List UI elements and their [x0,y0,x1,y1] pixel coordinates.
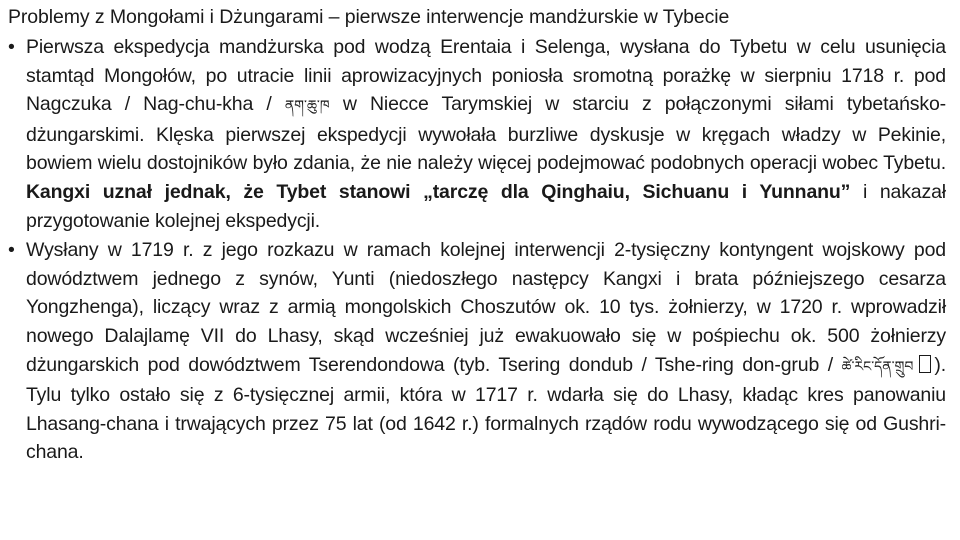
bullet-text [26,33,946,235]
bullet-text-part: ). Tylu tylko ostało się z 6-tysięcznej armii, która w 1717 r. wdarła się do Lhasy, kładąc kres panowaniu Lhasang-chana i trwających przez 75 lat (od 1642 r.) formalnych rządów rodu wywodzącego się od Gushri-chana. [26,353,946,464]
bullet-item-1 [8,33,946,235]
missing-glyph-icon [919,355,931,373]
bullet-text-part: w Niecce Tarymskiej w starciu z połączonymi siłami tybetańsko-dżungarskimi. Klęska pierwszej ekspedycji wywołała burzliwe dyskusje w kręgach władzy w Pekinie, bowiem wielu dostojników było zdania, że nie należy więcej podejmować podobnych operacji wobec Tybetu. [26,93,946,175]
bullet-marker: • [8,239,15,262]
slide-title: Problemy z Mongołami i Dżungarami – pierwsze interwencje mandżurskie w Tybecie [8,6,730,28]
tibetan-script: ནག་ཆུ་ཁ [284,98,330,115]
bold-statement: Kangxi uznał jednak, że Tybet stanowi „tarczę dla Qinghaiu, Sichuanu i Yunnanu” [26,180,851,203]
tibetan-script: ཚེ་རིང་དོན་གྲུབ [841,358,914,375]
bullet-text-part: Wysłany w 1719 r. z jego rozkazu w ramach kolejnej interwencji 2-tysięczny kontyngent wojskowy pod dowództwem jednego z synów, Yunti (niedoszłego następcy Kangxi i brata późniejszego cesarza Yongzhenga), liczący wraz z armią mongolskich Choszutów ok. 10 tys. żołnierzy, w 1720 r. wprowadził nowego Dalajlamę VII do Lhasy, skąd wcześniej już ewakuowało się w pośpiechu ok. 500 żołnierzy dżungarskich pod dowództwem Tserendondowa (tyb. Tsering dondub / Tshe-ring don-grub / [26,239,946,376]
bullet-marker: • [8,36,15,58]
bullet-text-part: Pierwsza ekspedycja mandżurska pod wodzą Erentaia i Selenga, wysłana do Tybetu w celu usunięcia stamtąd Mongołów, po utracie linii aprowizacyjnych poniosła sromotną porażkę w sierpniu 1718 r. pod Nagczuka / Nag-chu-kha / [26,36,946,116]
bullet-item-2 [8,236,946,467]
bullet-text [26,236,946,467]
bullet-list [8,33,946,467]
bullet-text-part: i nakazał przygotowanie kolejnej ekspedycji. [26,180,946,232]
